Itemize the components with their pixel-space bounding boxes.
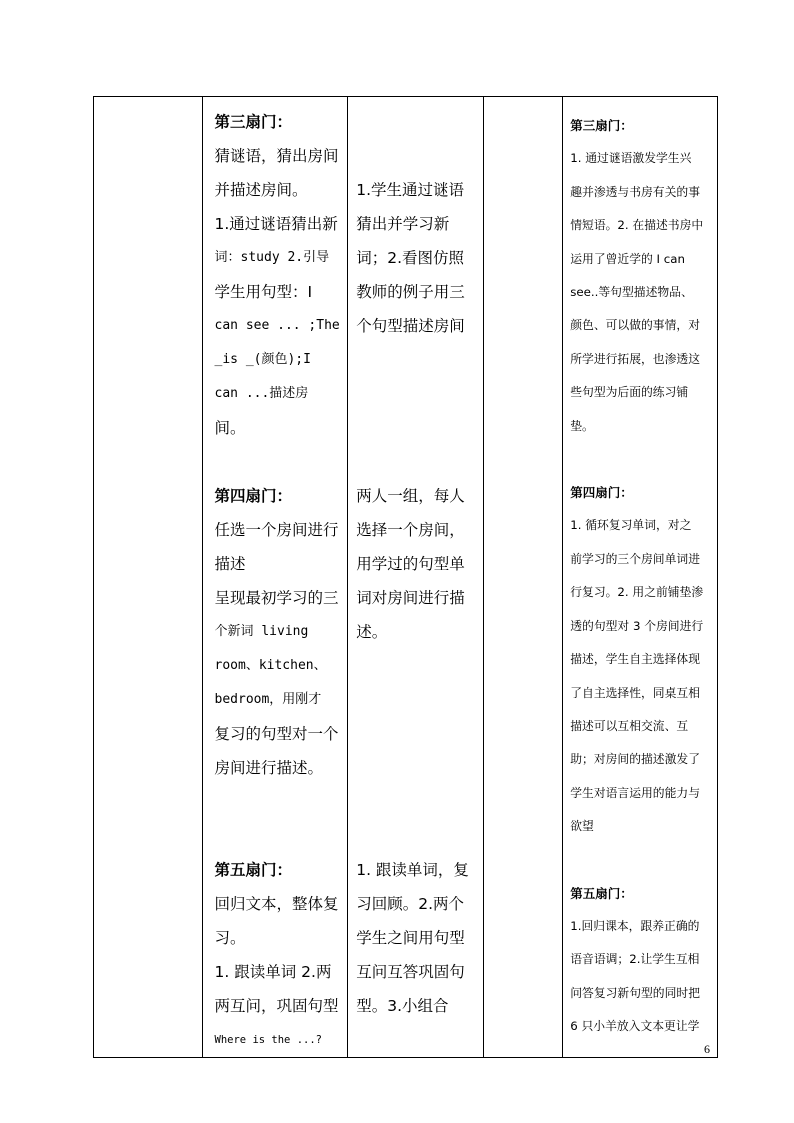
line: 1. 通过谜语激发学生兴 xyxy=(570,151,692,166)
line: 猜出并学习新 xyxy=(356,215,450,233)
design-intent-cell xyxy=(563,97,718,1058)
line: 行复习。2. 用之前铺垫渗 xyxy=(570,585,704,600)
line: 1. 循环复习单词，对之 xyxy=(570,518,692,533)
door4-heading: 第四扇门： xyxy=(570,485,633,501)
line: 两人一组，每人 xyxy=(356,487,465,505)
line: 回归文本，整体复 xyxy=(214,895,339,913)
line: 情短语。2. 在描述书房中 xyxy=(570,218,704,233)
line: 个新词 living xyxy=(214,624,309,639)
door5-heading: 第五扇门： xyxy=(214,861,293,879)
line: 任选一个房间进行 xyxy=(214,521,339,539)
line: 1.通过谜语猜出新 xyxy=(214,215,338,233)
line: 并描述房间。 xyxy=(214,181,308,199)
line: 了自主选择性，同桌互相 xyxy=(570,685,700,700)
page-number: 6 xyxy=(704,1042,710,1056)
line: see..等句型描述物品、 xyxy=(570,285,693,300)
line: room、kitchen、 xyxy=(214,658,327,673)
line: 描述可以互相交流、互 xyxy=(570,718,689,733)
door3-heading: 第三扇门： xyxy=(570,118,633,133)
line: can see ... ;The xyxy=(214,318,340,333)
line: 间。 xyxy=(214,419,246,437)
line: 呈现最初学习的三 xyxy=(214,589,339,607)
line: 语音语调；2.让学生互相 xyxy=(570,952,700,967)
line: 欲望 xyxy=(570,819,594,834)
student-activity-cell xyxy=(348,97,484,1058)
line: 选择一个房间， xyxy=(356,521,465,539)
line: 描述 xyxy=(214,555,246,573)
line: bedroom，用刚才 xyxy=(214,692,322,707)
line: 词：study 2.引导 xyxy=(214,250,330,265)
line: 用学过的句型单 xyxy=(356,555,465,573)
line: Where is the ...? xyxy=(214,1034,322,1046)
line: 词对房间进行描 xyxy=(356,589,465,607)
line: 房间进行描述。 xyxy=(214,759,324,777)
line: 问答复习新句型的同时把 xyxy=(570,985,700,1000)
door5-heading: 第五扇门： xyxy=(570,885,633,901)
line: 所学进行拓展，也渗透这 xyxy=(570,351,700,366)
empty-cell-middle xyxy=(483,97,562,1058)
line: 型。3.小组合 xyxy=(356,997,449,1015)
line: 1.回归课本，跟养正确的 xyxy=(570,918,700,933)
line: 1.学生通过谜语 xyxy=(356,181,464,199)
line: 教师的例子用三 xyxy=(356,283,465,301)
line: 猜谜语，猜出房间 xyxy=(214,147,339,165)
line: 运用了曾近学的 I can xyxy=(570,251,685,266)
line: 复习的句型对一个 xyxy=(214,725,339,743)
line: 助；对房间的描述激发了 xyxy=(570,752,700,767)
line: 述。 xyxy=(356,623,388,641)
line: 描述，学生自主选择体现 xyxy=(570,652,700,667)
line: 6 只小羊放入文本更让学 xyxy=(570,1019,700,1034)
line: 互问互答巩固句 xyxy=(356,963,465,981)
line: 学生之间用句型 xyxy=(356,929,465,947)
line: 些句型为后面的练习铺 xyxy=(570,385,689,400)
line: 1. 跟读单词，复 xyxy=(356,861,469,879)
empty-cell-left xyxy=(94,97,203,1058)
line: 前学习的三个房间单词进 xyxy=(570,551,700,566)
line: 颜色、可以做的事情，对 xyxy=(570,318,700,333)
lesson-plan-table xyxy=(93,96,718,1058)
line: 透的句型对 3 个房间进行 xyxy=(570,618,704,633)
door3-heading: 第三扇门： xyxy=(214,113,293,131)
line: 垫。 xyxy=(570,418,594,433)
line: 趣并渗透与书房有关的事 xyxy=(570,184,700,199)
line: 1. 跟读单词 2.两 xyxy=(214,963,332,981)
line: 学生对语言运用的能力与 xyxy=(570,785,700,800)
line: _is _(颜色);I xyxy=(214,352,311,367)
line: 个句型描述房间 xyxy=(356,317,465,335)
line: 学生用句型：I xyxy=(214,283,313,301)
door4-heading: 第四扇门： xyxy=(214,487,293,505)
line: 两互问，巩固句型 xyxy=(214,997,339,1015)
line: 习。 xyxy=(214,929,246,947)
line: can ...描述房 xyxy=(214,386,309,401)
line: 词；2.看图仿照 xyxy=(356,249,464,267)
teaching-process-cell xyxy=(202,97,348,1058)
line: 习回顾。2.两个 xyxy=(356,895,464,913)
